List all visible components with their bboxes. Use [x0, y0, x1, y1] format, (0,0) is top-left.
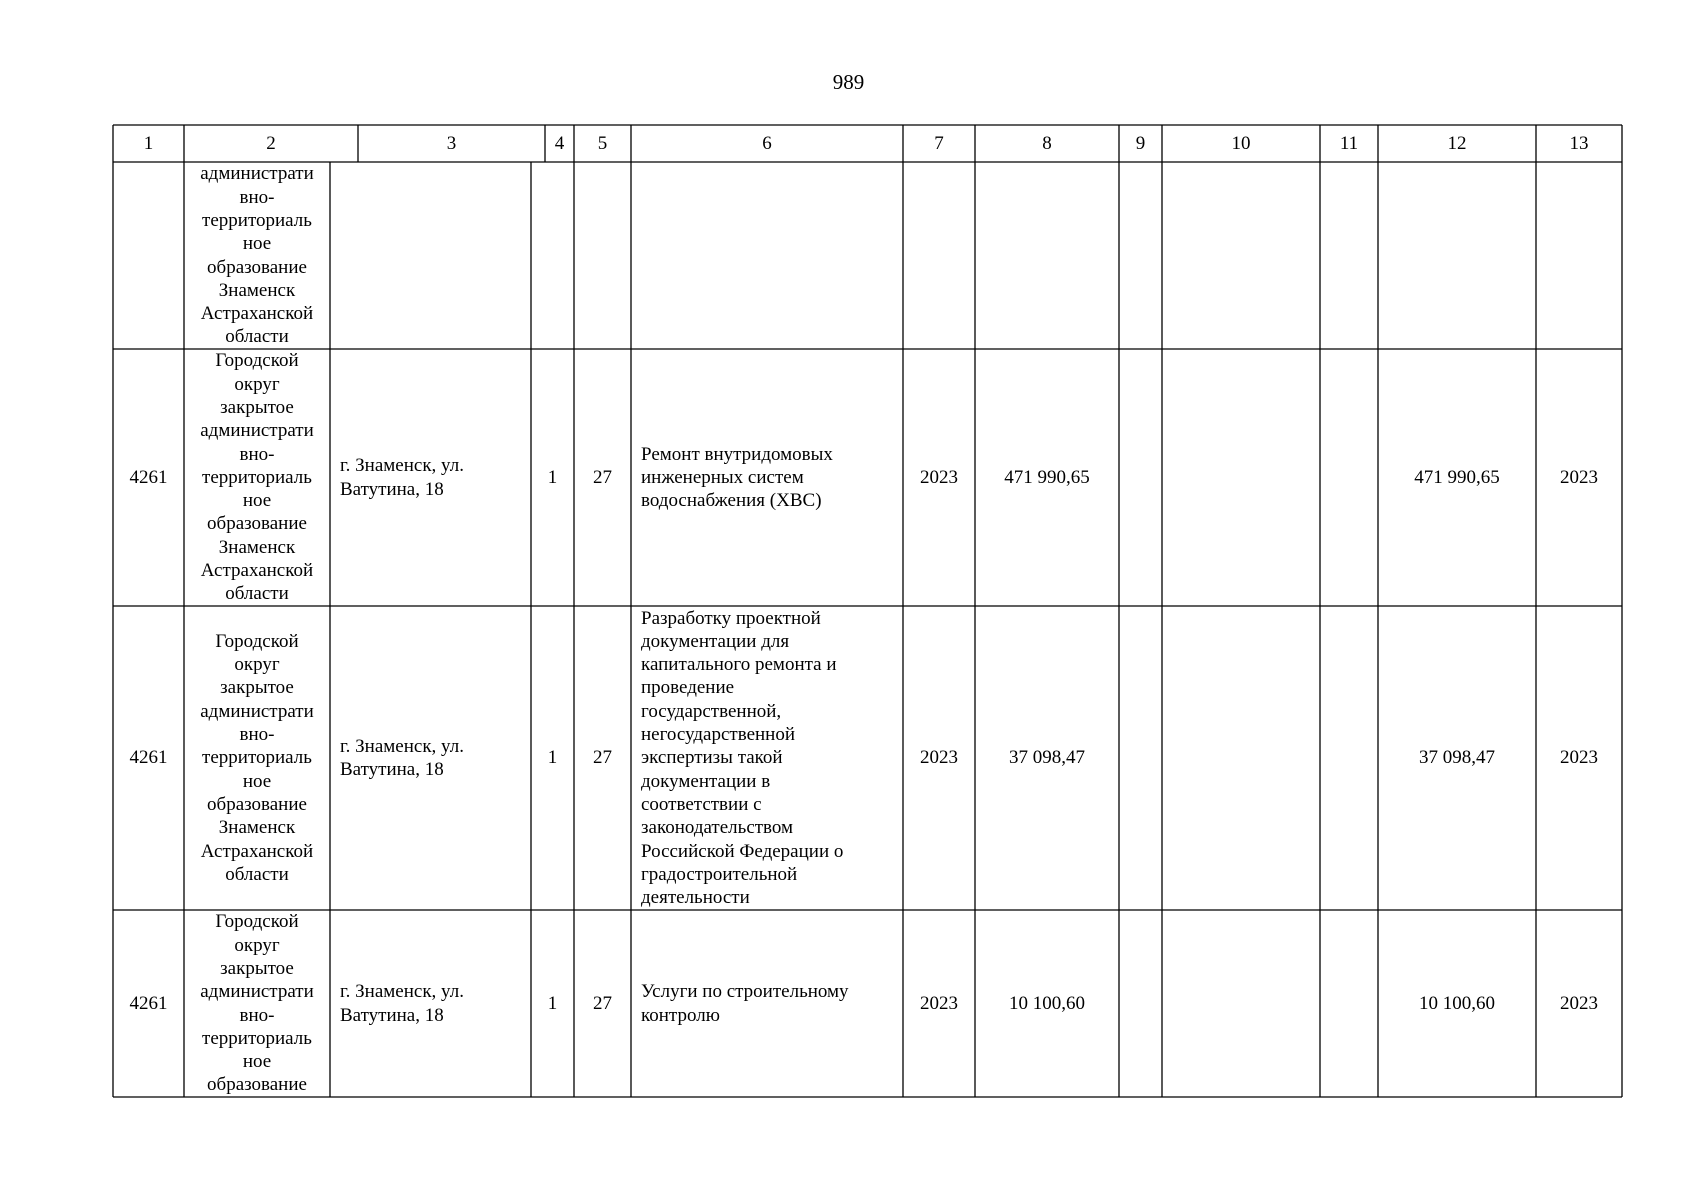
- text-line: Разработку проектной: [641, 607, 821, 629]
- text-line: вно-: [239, 443, 275, 465]
- text-line: экспертизы такой: [641, 747, 783, 769]
- cell-municipality: [184, 606, 330, 910]
- text-line: инженерных систем: [641, 466, 804, 488]
- text-line: области: [225, 326, 289, 348]
- cell-text: [641, 607, 843, 910]
- text-line: вно-: [239, 724, 275, 746]
- text-line: Знаменск: [218, 817, 296, 839]
- text-line: г. Знаменск, ул.: [340, 735, 464, 757]
- cell-work-type: [631, 349, 903, 606]
- text-line: Городской: [215, 350, 299, 372]
- cell-col5: 27: [593, 747, 612, 769]
- text-line: капитального ремонта и: [641, 654, 837, 676]
- text-line: негосударственной: [641, 724, 796, 746]
- text-line: округ: [234, 373, 280, 395]
- text-line: округ: [234, 934, 280, 956]
- text-line: администрати: [200, 163, 314, 185]
- cell-year-end: 2023: [1560, 992, 1598, 1014]
- cell-id: 4261: [129, 992, 168, 1014]
- header-cell-5: 5: [597, 132, 608, 154]
- text-line: Российской Федерации о: [641, 840, 844, 862]
- cell-address: [330, 606, 531, 910]
- text-line: закрытое: [220, 396, 294, 418]
- text-line: г. Знаменск, ул.: [340, 981, 464, 1003]
- header-cell-2: 2: [266, 132, 276, 154]
- header-cell-9: 9: [1135, 132, 1146, 154]
- header-cell-13: 13: [1569, 132, 1589, 154]
- text-line: закрытое: [220, 677, 294, 699]
- cell-cost-total: 10 100,60: [1419, 992, 1495, 1014]
- header-cell-1: 1: [143, 132, 154, 154]
- header-cell-4: 4: [554, 132, 565, 154]
- text-line: деятельности: [641, 887, 750, 909]
- cell-municipality: [184, 162, 330, 349]
- cell-work-type: [631, 910, 903, 1097]
- text-line: г. Знаменск, ул.: [340, 455, 464, 477]
- text-line: Городской: [215, 911, 299, 933]
- text-line: Астраханской: [200, 840, 314, 862]
- text-line: государственной,: [641, 700, 782, 722]
- cell-year: 2023: [920, 747, 958, 769]
- cell-year-end: 2023: [1560, 466, 1598, 488]
- cell-text: [340, 735, 464, 782]
- cell-cost-total: 37 098,47: [1419, 747, 1495, 769]
- text-line: ное: [242, 1051, 272, 1073]
- cell-text: [340, 980, 464, 1027]
- cell-id: 4261: [129, 466, 168, 488]
- cell-col5: 27: [593, 466, 612, 488]
- text-line: градостроительной: [641, 863, 798, 885]
- text-line: Ватутина, 18: [340, 759, 444, 780]
- cell-address: [330, 349, 531, 606]
- text-line: Астраханской: [200, 560, 314, 582]
- cell-municipality: [184, 349, 330, 606]
- cell-work-type: [631, 606, 903, 910]
- text-line: округ: [234, 654, 280, 676]
- text-line: документации в: [641, 770, 771, 792]
- cell-col4: 1: [547, 992, 558, 1014]
- cell-col4: 1: [547, 466, 558, 488]
- cell-cost: 37 098,47: [1009, 747, 1085, 769]
- cell-address: [330, 910, 531, 1097]
- text-line: Ватутина, 18: [340, 1004, 444, 1026]
- text-line: вно-: [239, 186, 275, 208]
- cell-col5: 27: [593, 992, 612, 1014]
- header-cell-3: 3: [446, 132, 457, 154]
- cell-cost: 10 100,60: [1009, 992, 1085, 1014]
- text-line: документации для: [641, 630, 790, 652]
- cell-cost: 471 990,65: [1004, 466, 1090, 488]
- text-line: территориаль: [202, 466, 312, 488]
- text-line: Астраханской: [200, 303, 314, 325]
- header-cell-11: 11: [1339, 132, 1359, 154]
- cell-year: 2023: [920, 466, 958, 488]
- text-line: законодательством: [641, 817, 794, 839]
- text-line: вно-: [239, 1004, 275, 1026]
- text-line: области: [225, 863, 289, 885]
- text-line: ное: [242, 490, 272, 512]
- cell-text: [200, 349, 314, 605]
- text-line: водоснабжения (ХВС): [641, 490, 822, 512]
- cell-text: [641, 980, 849, 1027]
- text-line: закрытое: [220, 957, 294, 979]
- cell-cost-total: 471 990,65: [1414, 466, 1500, 488]
- text-line: территориаль: [202, 209, 312, 231]
- header-cell-6: 6: [762, 132, 772, 154]
- text-line: проведение: [641, 677, 735, 699]
- header-cell-10: 10: [1231, 132, 1251, 154]
- text-line: Ватутина, 18: [340, 478, 444, 500]
- cell-id: 4261: [129, 747, 168, 769]
- header-cell-12: 12: [1447, 132, 1467, 154]
- cell-col4: 1: [547, 747, 558, 769]
- page-number: 989: [832, 70, 865, 94]
- cell-text: [200, 630, 314, 886]
- cell-year: 2023: [920, 992, 958, 1014]
- text-line: ное: [242, 233, 272, 255]
- text-line: образование: [207, 513, 307, 535]
- text-line: образование: [207, 1074, 307, 1096]
- text-line: образование: [207, 793, 307, 815]
- text-line: администрати: [200, 420, 314, 442]
- cell-text: [340, 454, 464, 501]
- text-line: соответствии с: [641, 793, 762, 815]
- text-line: Ремонт внутридомовых: [641, 443, 833, 465]
- header-cell-7: 7: [934, 132, 944, 154]
- cell-text: [200, 162, 314, 348]
- text-line: контролю: [641, 1004, 720, 1026]
- text-line: ное: [242, 770, 272, 792]
- text-line: образование: [207, 256, 307, 278]
- cell-text: [641, 443, 833, 513]
- text-line: Знаменск: [218, 536, 296, 558]
- cell-text: [200, 910, 314, 1096]
- header-cell-8: 8: [1042, 132, 1052, 154]
- cell-year-end: 2023: [1560, 747, 1598, 769]
- text-line: администрати: [200, 981, 314, 1003]
- text-line: администрати: [200, 700, 314, 722]
- text-line: области: [225, 583, 289, 605]
- text-line: Знаменск: [218, 279, 296, 301]
- cell-municipality: [184, 910, 330, 1097]
- text-line: Услуги по строительному: [641, 981, 849, 1003]
- text-line: территориаль: [202, 1027, 312, 1049]
- text-line: Городской: [215, 630, 299, 652]
- text-line: территориаль: [202, 747, 312, 769]
